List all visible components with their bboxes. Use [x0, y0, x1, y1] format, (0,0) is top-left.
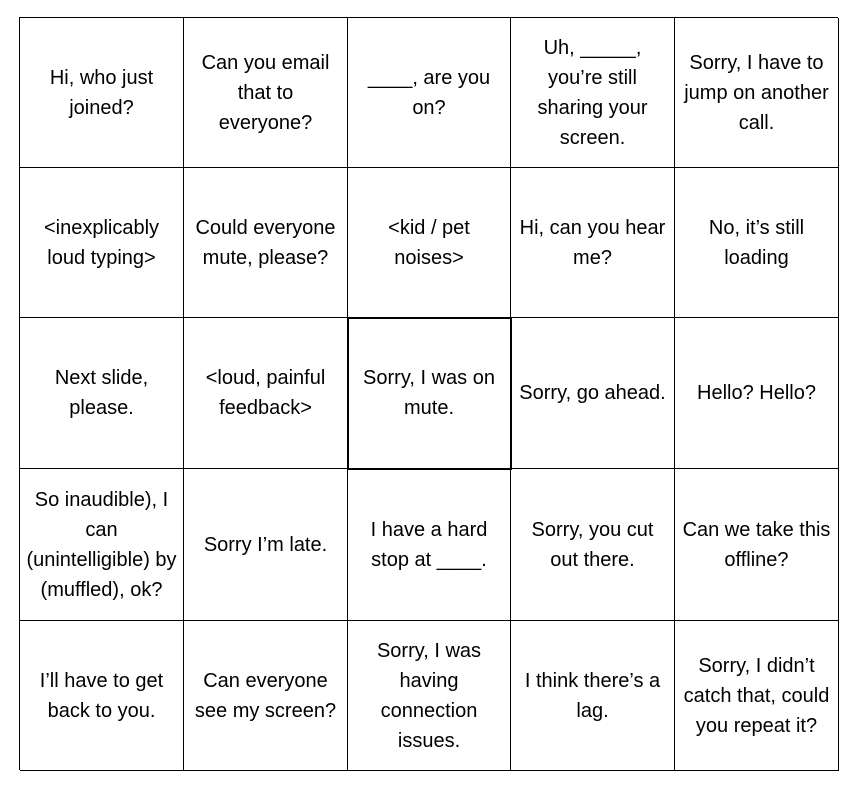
bingo-cell-r1c1: Hi, who just joined?	[20, 18, 184, 168]
bingo-cell-r3c5: Hello? Hello?	[675, 318, 839, 469]
bingo-cell-r5c1: I’ll have to get back to you.	[20, 621, 184, 771]
bingo-cell-r1c5: Sorry, I have to jump on another call.	[675, 18, 839, 168]
bingo-cell-r1c4: Uh, _____, you’re still sharing your screen.	[511, 18, 675, 168]
bingo-cell-r5c5: Sorry, I didn’t catch that, could you repeat it?	[675, 621, 839, 771]
bingo-cell-r2c1: <inexplicably loud typing>	[20, 168, 184, 318]
bingo-cell-r5c2: Can everyone see my screen?	[184, 621, 348, 771]
bingo-cell-r1c2: Can you email that to everyone?	[184, 18, 348, 168]
bingo-cell-r2c3: <kid / pet noises>	[348, 168, 511, 318]
bingo-cell-r4c2: Sorry I’m late.	[184, 469, 348, 621]
bingo-cell-r4c4: Sorry, you cut out there.	[511, 469, 675, 621]
bingo-cell-r5c4: I think there’s a lag.	[511, 621, 675, 771]
bingo-free-space-cell: Sorry, I was on mute.	[348, 318, 511, 469]
bingo-cell-r3c4: Sorry, go ahead.	[511, 318, 675, 469]
bingo-cell-r3c2: <loud, painful feedback>	[184, 318, 348, 469]
bingo-cell-r2c4: Hi, can you hear me?	[511, 168, 675, 318]
bingo-cell-r4c3: I have a hard stop at ____.	[348, 469, 511, 621]
bingo-cell-r1c3: ____, are you on?	[348, 18, 511, 168]
bingo-cell-r2c2: Could everyone mute, please?	[184, 168, 348, 318]
bingo-cell-r4c1: So inaudible), I can (unintelligible) by (muffled), ok?	[20, 469, 184, 621]
bingo-cell-r2c5: No, it’s still loading	[675, 168, 839, 318]
bingo-cell-r4c5: Can we take this offline?	[675, 469, 839, 621]
bingo-cell-r3c1: Next slide, please.	[20, 318, 184, 469]
bingo-grid	[19, 17, 838, 770]
bingo-cell-r5c3: Sorry, I was having connection issues.	[348, 621, 511, 771]
